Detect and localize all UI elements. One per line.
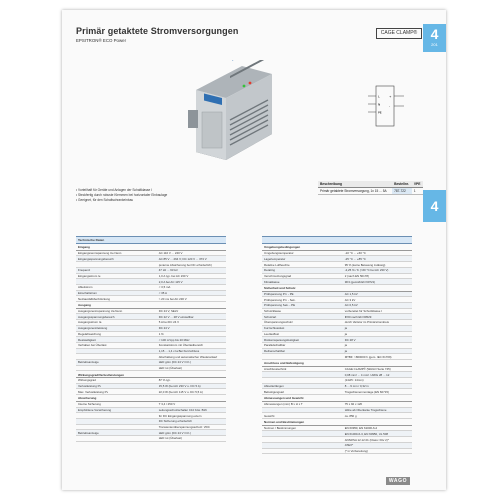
spec-label: Umgebungstemperatur xyxy=(264,251,294,256)
page-number: 201 xyxy=(431,42,438,47)
spec-label: Verschmutzungsgrad xyxy=(264,273,292,278)
schematic-lines xyxy=(366,82,410,134)
spec-label: Regelabweichung xyxy=(78,331,101,336)
spec-label: Lagertemperatur xyxy=(264,256,286,261)
order-header-description: Beschreibung xyxy=(318,181,392,188)
spec-value: 22,0 W (bei AC 115 V u. DC 5,5 A) xyxy=(158,389,203,394)
spec-value: DC 24 V, SELV xyxy=(158,309,179,314)
spec-label: Interne Sicherung xyxy=(78,402,101,407)
spec-value: 3K3 (gemäß EN 60721) xyxy=(344,279,376,284)
spec-label xyxy=(262,437,343,442)
spec-section-title: Ausgang xyxy=(76,302,226,309)
spec-value: DC Sicherung erforderlich xyxy=(158,419,192,424)
spec-value: 2,0 A bei AC 115 V xyxy=(158,279,183,284)
order-item-number: 787-722 xyxy=(392,188,412,195)
spec-value: EN 60950, EN 61000-6-2 xyxy=(344,426,378,431)
spec-value: LED rot (Überlast) xyxy=(158,365,182,370)
spec-value: vorbereitet für Schutzklasse I xyxy=(344,309,382,314)
power-supply-image xyxy=(166,60,278,160)
spec-value: < 35 A xyxy=(158,290,167,295)
chapter-tab xyxy=(423,24,446,52)
spec-value: (externe Absicherung bei DC erforderlich) xyxy=(158,262,212,267)
feature-item: • Vorteilhaft für Geräte und Anlagen der Schaltklasse I xyxy=(76,188,153,192)
spec-label: Ausgangsnennspannung Ua Nenn xyxy=(78,309,123,314)
feature-item: • Geeignet, für den Schaltschrankeinbau xyxy=(76,197,134,202)
terminal-label-plus: + xyxy=(389,94,392,99)
technical-data-left xyxy=(76,236,226,442)
spec-section-title: Wirkungsgrad/Verlustleistungen xyxy=(76,371,226,378)
spec-value: 0,08 mm² ... 4 mm² / AWG 28 ... 12 xyxy=(344,372,390,377)
order-table xyxy=(318,181,423,195)
spec-value: für DC Eingangsspannung extern xyxy=(158,413,202,418)
order-row xyxy=(318,188,423,195)
spec-section-title: Normen und Bestimmungen xyxy=(262,419,412,426)
spec-label: Eingangsstrom Ie xyxy=(78,273,101,278)
order-description: Primär getaktete Stromversorgung, 1x 15 ... 5A xyxy=(318,188,392,195)
spec-label xyxy=(76,279,157,284)
spec-value: ja xyxy=(344,348,347,353)
spec-section-title: Abmessungen und Gewicht xyxy=(262,395,412,402)
terminal-label-n: N xyxy=(378,102,381,107)
spec-value: 8 ... 9 mm / 0,32 in xyxy=(344,384,369,389)
spec-value: 5 A bei DC 24 V xyxy=(158,320,180,325)
spec-label: Anschlusstechnik xyxy=(264,367,287,372)
side-chapter-tab: 4 xyxy=(423,190,446,222)
spec-value: LED grün (DC 24 V O.K.) xyxy=(158,430,192,435)
spec-value: ja xyxy=(344,326,347,331)
spec-label: Abmessungen (mm) B x H x T xyxy=(264,402,303,407)
brand-box: CAGE CLAMP® xyxy=(376,28,422,39)
order-header-pack-unit: VPE xyxy=(412,181,423,188)
technical-data-header: Technische Daten xyxy=(76,236,226,244)
spec-value: -25 °C ... +85 °C xyxy=(344,256,366,261)
technical-data-header-spacer xyxy=(262,236,412,244)
spec-value: < 3,5 mA xyxy=(158,285,171,290)
spec-label: Parallelschaltbar xyxy=(264,343,286,348)
spec-value: 1 % xyxy=(158,331,164,336)
spec-label: Abisolierlängen xyxy=(264,384,284,389)
spec-label: Restwelligkeit xyxy=(78,337,96,342)
feature-item: • Steckfertig durch robuste Klemmen bei horizontaler Einbaulage xyxy=(76,192,168,197)
spec-value: CAGE CLAMP® (WAGO Serie 745) xyxy=(344,367,391,372)
spec-value: 2 (nach EN 50178) xyxy=(344,273,369,278)
spec-label: Gewicht xyxy=(264,413,275,418)
spec-label xyxy=(262,372,343,377)
spec-label: Betriebsanzeige xyxy=(78,430,99,435)
spec-value: Konstantstrom mit Überlastbereich xyxy=(158,343,204,348)
spec-value: ja xyxy=(344,331,347,336)
spec-label xyxy=(76,425,157,430)
order-header-item-number: Bestellnr. xyxy=(392,181,412,188)
spec-value: IP20 nach EN 60529 xyxy=(344,314,372,319)
spec-label: Eingangsnennspannung Ue Nenn xyxy=(78,251,122,256)
spec-value: Transientenüberspannungsschutz: VDC xyxy=(158,425,210,430)
terminal-label-pe: PE xyxy=(378,110,382,115)
spec-label: Ausgangsnennleistung xyxy=(78,326,108,331)
spec-section-title: Sicherheit und Schutz xyxy=(262,285,412,292)
feature-list xyxy=(76,188,167,202)
spec-value: -2,25 % / K (>60 °C bei AC 230 V) xyxy=(344,268,389,273)
spec-section-title: Anschluss und Befestigung xyxy=(262,360,412,367)
page-title: Primär getaktete Stromversorgungen xyxy=(76,26,239,36)
spec-value: LED rot (Überlast) xyxy=(158,436,182,441)
spec-label: Normen / Bestimmungen xyxy=(264,426,296,431)
spec-value: 95 % (keine Betauung zulässig) xyxy=(344,262,386,267)
spec-label xyxy=(76,436,157,441)
chapter-number: 4 xyxy=(430,26,439,42)
spec-label: Relative Luftfeuchte xyxy=(264,262,290,267)
spec-value: AC 3 kV xyxy=(344,297,356,302)
spec-label: Ableitstrom xyxy=(78,285,93,290)
spec-label: Netzausfallüberbrückung xyxy=(78,296,110,301)
spec-row xyxy=(262,449,412,455)
spec-label: Einschaltstrom xyxy=(78,290,97,295)
spec-label xyxy=(76,262,157,267)
spec-label: Prüfspannung Pri. - PE xyxy=(264,292,294,297)
spec-value: AC 110 V ... 240 V xyxy=(158,251,183,256)
spec-label xyxy=(76,349,157,354)
spec-label: Prüfspannung Pri. - Sek. xyxy=(264,297,296,302)
terminal-label-l: L xyxy=(378,94,380,99)
spec-value: (* in Vorbereitung) xyxy=(344,448,368,453)
spec-label: Schutzart xyxy=(264,314,277,319)
spec-value: Tragschienenmontage (EN 60715) xyxy=(344,389,389,394)
spec-label: Schutzklasse xyxy=(264,309,282,314)
spec-label: Leerlauffest xyxy=(264,331,280,336)
spec-value: < 100 mVpp bis 20 MHz xyxy=(158,337,190,342)
wago-logo: WAGO xyxy=(386,477,410,485)
spec-value: 75 x 92 x 126 xyxy=(344,402,363,407)
spec-label: Wirkungsgrad xyxy=(78,378,96,383)
spec-label xyxy=(262,354,343,359)
spec-value: ca. 850 g xyxy=(344,413,357,418)
spec-value: ATEX* xyxy=(344,443,354,448)
spec-label: Derating xyxy=(264,268,275,273)
spec-label xyxy=(262,408,343,413)
spec-label xyxy=(262,443,343,448)
spec-label xyxy=(76,413,157,418)
spec-value: > 20 ms bei AC 230 V xyxy=(158,296,187,301)
spec-label: Frequenz xyxy=(78,268,91,273)
spec-value: MTBF: >800000 h (gem. IEC 61709) xyxy=(344,354,392,359)
spec-label: Prüfspannung Sek. - PE xyxy=(264,303,296,308)
spec-value: Leitungsschutzschalter C10 bzw. B16 xyxy=(158,407,207,412)
spec-value: DC 28 V xyxy=(344,337,356,342)
spec-label: Überspannungsschutz xyxy=(264,320,293,325)
spec-value: EN 61000-6-3, EN 60950, UL 508 xyxy=(344,431,388,436)
spec-label: Verhalten bei Überlast xyxy=(78,343,107,348)
spec-label xyxy=(76,419,157,424)
spec-label: Reihenschaltbar xyxy=(264,348,285,353)
spec-value: ja xyxy=(344,343,347,348)
spec-value: 1,15 ... 1,4 x Ia Bei Kurzschluss xyxy=(158,348,200,353)
spec-value: durch Varistor im Primärstromkreis xyxy=(344,320,389,325)
spec-label: Befestigungsart xyxy=(264,389,285,394)
spec-value: ANSI/ISA 12.12.01 (Class I Div 2)* xyxy=(344,437,389,442)
spec-value: 87 % typ. xyxy=(158,378,171,383)
page-subtitle: EPSITRON® ECO Power xyxy=(76,38,127,43)
spec-section-title: Umgebungsbedingungen xyxy=(262,244,412,251)
spec-value: 47 Hz ... 63 Hz xyxy=(158,268,178,273)
spec-value: LED grün (DC 24 V O.K.) xyxy=(158,360,192,365)
spec-value: DC 24 V xyxy=(158,326,170,331)
spec-value: AC 1,5 kV xyxy=(344,292,358,297)
technical-data-right xyxy=(262,236,412,454)
spec-label: Max. Verlustleistung Pv xyxy=(78,389,109,394)
spec-label: Kurzschlussfest xyxy=(264,326,285,331)
spec-label: Ausgangsstrom Ia xyxy=(78,320,102,325)
spec-label xyxy=(76,366,157,371)
spec-row xyxy=(76,436,226,442)
spec-label xyxy=(262,378,343,383)
spec-label: Betriebsanzeige xyxy=(78,360,99,365)
catalog-page xyxy=(62,10,446,490)
spec-label xyxy=(262,449,343,454)
connection-diagram xyxy=(366,82,410,134)
terminal-label-minus: - xyxy=(389,104,391,109)
spec-label: Verlustleistung Pv xyxy=(78,384,101,389)
spec-value: T 3,4 / 250 V xyxy=(158,402,176,407)
spec-section-title: Absicherung xyxy=(76,395,226,402)
spec-value: Höhe ab Oberkante Tragschiene xyxy=(344,407,387,412)
spec-section-title: Eingang xyxy=(76,244,226,251)
spec-value: 15,5 W (bei AC 230 V u. DC 5 A) xyxy=(158,384,201,389)
spec-value: AC 85 V ... 264 V; DC 120 V ... 373 V xyxy=(158,256,207,261)
spec-label: Rückeinspeisungsfestigkeit xyxy=(264,337,299,342)
spec-label xyxy=(262,431,343,436)
order-pack-unit: 1 xyxy=(412,188,423,195)
spec-value: (14xPt: 14mm) xyxy=(344,378,364,383)
spec-value: -10 °C ... +60 °C xyxy=(344,251,366,256)
spec-label: Ausgangsspannungsbereich xyxy=(78,314,115,319)
spec-label: Empfohlene Vorsicherung xyxy=(78,407,112,412)
spec-value: AC 0,5 kV xyxy=(344,303,358,308)
spec-label: Klimaklasse xyxy=(264,279,280,284)
spec-value: 1,0 A typ. bei AC 230 V xyxy=(158,273,189,278)
spec-value: DC 22 V ... 28 V einstellbar xyxy=(158,314,194,319)
spec-label: Eingangsspannungsbereich xyxy=(78,256,114,261)
spec-label xyxy=(76,354,157,359)
spec-value: Abschaltung und automatischer Wiederanlauf xyxy=(158,354,218,359)
